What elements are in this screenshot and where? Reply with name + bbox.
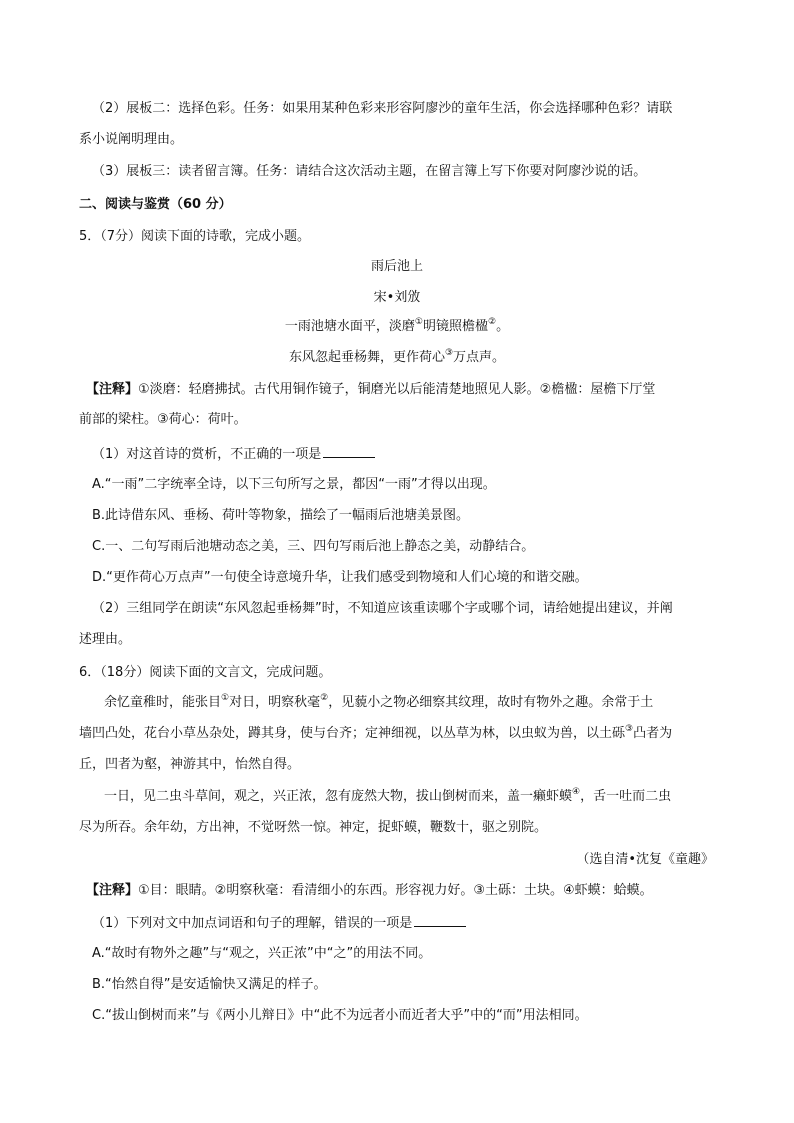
notes-label: 【注释】 [86, 382, 139, 397]
question5-sub2-line1: （2）三组同学在朗读“东风忽起垂杨舞”时，不知道应该重读哪个字或哪个词，请给她提出建议，并阐 [92, 601, 673, 616]
poem-line-2: 东风忽起垂杨舞，更作荷心③万点声。 [288, 348, 506, 365]
exhibit3-task: （3）展板三：读者留言簿。任务：请结合这次活动主题，在留言簿上写下你要对阿廖沙说的话。 [92, 164, 647, 179]
footnote-mark: ④ [572, 787, 581, 797]
question6-option-b: B.“怡然自得”是安适愉快又满足的样子。 [92, 977, 327, 992]
footnote-mark: ② [488, 317, 497, 327]
question5-intro: 5．（7分）阅读下面的诗歌，完成小题。 [79, 229, 311, 244]
exhibit2-task-line1: （2）展板二：选择色彩。任务：如果用某种色彩来形容阿廖沙的童年生活，你会选择哪种色彩？请联 [92, 101, 673, 116]
answer-blank[interactable] [323, 444, 375, 458]
passage-p1-line1: 余忆童稚时，能张目①对日，明察秋毫②，见藐小之物必细察其纹理，故时有物外之趣。余常于土 [104, 693, 654, 710]
notes-label: 【注释】 [86, 883, 139, 898]
question5-sub1: （1）对这首诗的赏析，不正确的一项是 [92, 444, 375, 464]
section-title-reading: 二、阅读与鉴赏（60 分） [79, 197, 232, 212]
question5-sub2-line2: 述理由。 [79, 632, 132, 647]
question5-option-b: B.此诗借东风、垂杨、荷叶等物象，描绘了一幅雨后池塘美景图。 [92, 508, 470, 523]
poem-author: 宋•刘攽 [373, 290, 421, 305]
question6-intro: 6．（18分）阅读下面的文言文，完成问题。 [79, 665, 332, 680]
footnote-mark: ① [221, 693, 230, 703]
passage-source: （选自清•沈复《童趣》 [576, 852, 714, 867]
exhibit2-task-line2: 系小说阐明理由。 [79, 132, 184, 147]
question5-option-c: C.一、二句写雨后池塘动态之美，三、四句写雨后池上静态之美，动静结合。 [92, 539, 535, 554]
poem-notes-line1: 【注释】①淡磨：轻磨拂拭。古代用铜作镜子，铜磨光以后能清楚地照见人影。②檐楹：屋檐下厅堂 [86, 382, 656, 397]
question5-option-a: A.“一雨”二字统率全诗，以下三句所写之景，都因“一雨”才得以出现。 [92, 477, 496, 492]
question6-option-c: C.“拔山倒树而来”与《两小儿辩日》中“此不为远者小而近者大乎”中的“而”用法相同。 [92, 1008, 588, 1023]
passage-notes: 【注释】①目：眼睛。②明察秋毫：看清细小的东西。形容视力好。③土砾：土块。④虾蟆：蛤蟆。 [86, 883, 653, 898]
poem-line-1: 一雨池塘水面平，淡磨①明镜照檐楹②。 [284, 317, 510, 334]
poem-title: 雨后池上 [370, 259, 423, 274]
passage-p2-line1: 一日，见二虫斗草间，观之，兴正浓，忽有庞然大物，拔山倒树而来，盖一癞虾蟆④，舌一吐而二虫 [104, 787, 672, 804]
footnote-mark: ③ [444, 348, 454, 358]
question5-option-d: D.“更作荷心万点声”一句使全诗意境升华，让我们感受到物境和人们心境的和谐交融。 [92, 570, 588, 585]
passage-p1-line2: 墙凹凸处，花台小草丛杂处，蹲其身，使与台齐；定神细视，以丛草为林，以虫蚁为兽，以土砾③凸者为 [79, 724, 673, 741]
footnote-mark: ③ [625, 724, 634, 734]
passage-p2-line2: 尽为所吞。余年幼，方出神，不觉呀然一惊。神定，捉虾蟆，鞭数十，驱之别院。 [79, 820, 548, 835]
footnote-mark: ② [320, 693, 329, 703]
answer-blank[interactable] [414, 913, 466, 927]
passage-p1-line3: 丘，凹者为壑，神游其中，怡然自得。 [79, 757, 301, 772]
question6-sub1: （1）下列对文中加点词语和句子的理解，错误的一项是 [92, 913, 466, 933]
poem-notes-line2: 前部的梁柱。③荷心：荷叶。 [79, 412, 247, 427]
question6-option-a: A.“故时有物外之趣”与“观之，兴正浓”中“之”的用法不同。 [92, 946, 432, 961]
footnote-mark: ① [414, 317, 423, 327]
